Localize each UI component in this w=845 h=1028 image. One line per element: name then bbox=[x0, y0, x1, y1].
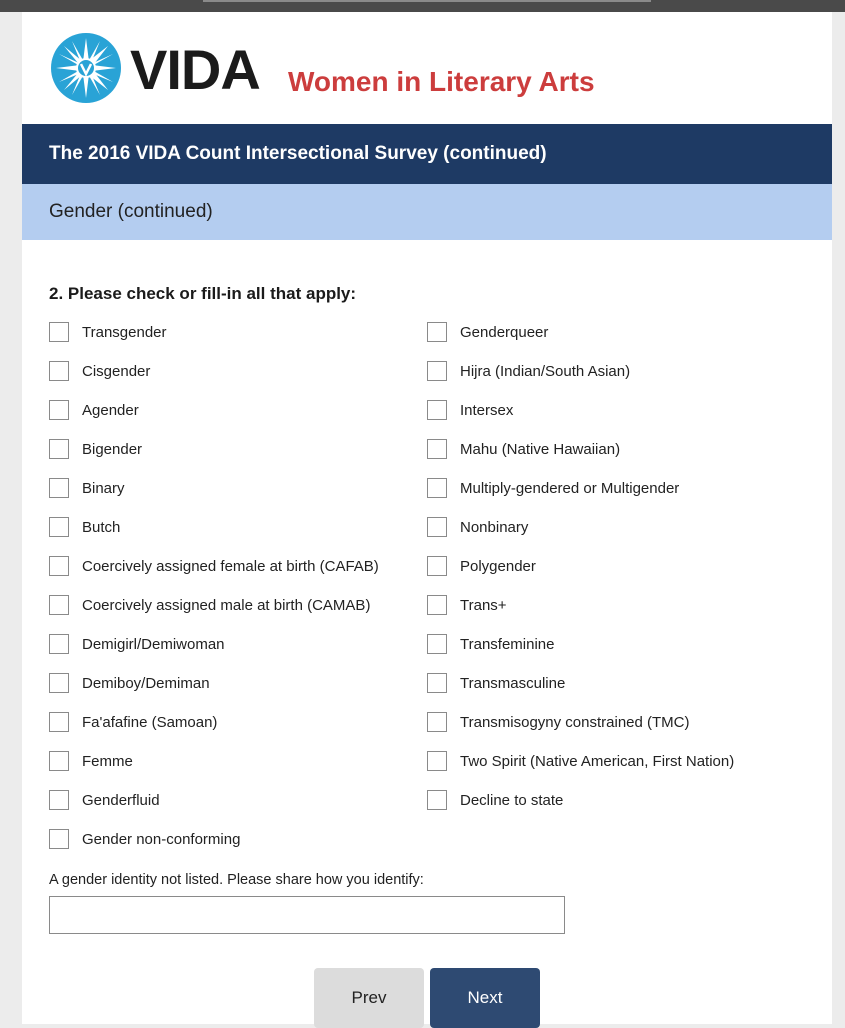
gender-option[interactable] bbox=[427, 515, 528, 539]
next-button[interactable]: Next bbox=[430, 968, 540, 1028]
checkbox[interactable] bbox=[49, 829, 69, 849]
question-text: 2. Please check or fill-in all that apply: bbox=[49, 284, 357, 303]
option-label: Decline to state bbox=[460, 791, 564, 809]
checkbox[interactable] bbox=[427, 478, 447, 498]
gender-option[interactable] bbox=[427, 593, 507, 617]
gender-option[interactable] bbox=[427, 632, 554, 656]
option-label: Femme bbox=[82, 752, 133, 770]
section-header bbox=[22, 184, 832, 240]
browser-top-bar bbox=[0, 0, 845, 12]
gender-option[interactable] bbox=[427, 788, 563, 812]
option-label: Transfeminine bbox=[460, 635, 555, 653]
option-label: Demiboy/Demiman bbox=[82, 674, 210, 692]
gender-option[interactable] bbox=[49, 749, 133, 773]
checkbox[interactable] bbox=[49, 439, 69, 459]
prev-button[interactable]: Prev bbox=[314, 968, 424, 1028]
checkbox[interactable] bbox=[427, 361, 447, 381]
option-label: Mahu (Native Hawaiian) bbox=[460, 440, 621, 458]
option-label: Cisgender bbox=[82, 362, 151, 380]
gender-option[interactable] bbox=[427, 554, 536, 578]
gender-option[interactable] bbox=[49, 554, 379, 578]
gender-option[interactable] bbox=[49, 593, 370, 617]
gender-option[interactable] bbox=[49, 632, 225, 656]
checkbox[interactable] bbox=[427, 322, 447, 342]
gender-option[interactable] bbox=[427, 476, 679, 500]
option-label: Coercively assigned male at birth (CAMAB) bbox=[82, 596, 371, 614]
option-label: Genderfluid bbox=[82, 791, 160, 809]
option-label: Butch bbox=[82, 518, 121, 536]
address-bar[interactable] bbox=[203, 0, 651, 2]
gender-option[interactable] bbox=[49, 710, 217, 734]
checkbox[interactable] bbox=[427, 595, 447, 615]
survey-title: The 2016 VIDA Count Intersectional Survey (continued) bbox=[49, 143, 547, 164]
checkbox[interactable] bbox=[49, 595, 69, 615]
section-title: Gender (continued) bbox=[49, 201, 213, 222]
checkbox[interactable] bbox=[49, 517, 69, 537]
gender-option[interactable] bbox=[49, 827, 240, 851]
option-label: Demigirl/Demiwoman bbox=[82, 635, 225, 653]
checkbox[interactable] bbox=[49, 322, 69, 342]
gender-option[interactable] bbox=[427, 359, 630, 383]
option-label: Agender bbox=[82, 401, 139, 419]
option-label: Gender non-conforming bbox=[82, 830, 241, 848]
checkbox[interactable] bbox=[49, 556, 69, 576]
checkbox[interactable] bbox=[49, 400, 69, 420]
option-label: Intersex bbox=[460, 401, 514, 419]
gender-option[interactable] bbox=[49, 515, 120, 539]
gender-option[interactable] bbox=[49, 788, 160, 812]
checkbox[interactable] bbox=[49, 790, 69, 810]
option-label: Fa'afafine (Samoan) bbox=[82, 713, 218, 731]
survey-header bbox=[22, 124, 832, 184]
brand-name: VIDA bbox=[130, 38, 260, 101]
gender-option[interactable] bbox=[49, 398, 139, 422]
option-label: Two Spirit (Native American, First Nation) bbox=[460, 752, 735, 770]
checkbox[interactable] bbox=[427, 517, 447, 537]
checkbox[interactable] bbox=[427, 751, 447, 771]
option-label: Transgender bbox=[82, 323, 167, 341]
checkbox[interactable] bbox=[427, 439, 447, 459]
other-identity-label: A gender identity not listed. Please share how you identify: bbox=[49, 872, 424, 888]
checkbox[interactable] bbox=[427, 790, 447, 810]
other-identity-input[interactable] bbox=[49, 896, 565, 934]
option-label: Hijra (Indian/South Asian) bbox=[460, 362, 631, 380]
gender-option[interactable] bbox=[427, 749, 734, 773]
gender-option[interactable] bbox=[49, 671, 210, 695]
checkbox[interactable] bbox=[49, 712, 69, 732]
gender-option[interactable] bbox=[427, 320, 548, 344]
option-label: Trans+ bbox=[460, 596, 507, 614]
checkbox[interactable] bbox=[49, 634, 69, 654]
checkbox[interactable] bbox=[427, 673, 447, 693]
gender-option[interactable] bbox=[49, 476, 125, 500]
gender-option[interactable] bbox=[427, 671, 565, 695]
checkbox[interactable] bbox=[427, 556, 447, 576]
option-label: Bigender bbox=[82, 440, 143, 458]
gender-option[interactable] bbox=[49, 320, 167, 344]
checkbox[interactable] bbox=[427, 634, 447, 654]
checkbox[interactable] bbox=[427, 712, 447, 732]
checkbox[interactable] bbox=[49, 478, 69, 498]
brand-tagline: Women in Literary Arts bbox=[288, 66, 595, 97]
option-label: Transmasculine bbox=[460, 674, 566, 692]
option-label: Transmisogyny constrained (TMC) bbox=[460, 713, 690, 731]
gender-option[interactable] bbox=[427, 398, 513, 422]
option-label: Binary bbox=[82, 479, 125, 497]
checkbox[interactable] bbox=[49, 673, 69, 693]
option-label: Polygender bbox=[460, 557, 536, 575]
checkbox[interactable] bbox=[427, 400, 447, 420]
option-label: Coercively assigned female at birth (CAFAB) bbox=[82, 557, 379, 575]
gender-option[interactable] bbox=[49, 359, 150, 383]
vida-logo bbox=[50, 32, 650, 112]
option-label: Genderqueer bbox=[460, 323, 549, 341]
starburst-icon bbox=[50, 32, 122, 104]
checkbox[interactable] bbox=[49, 751, 69, 771]
checkbox[interactable] bbox=[49, 361, 69, 381]
gender-option[interactable] bbox=[49, 437, 142, 461]
gender-option[interactable] bbox=[427, 437, 620, 461]
option-label: Multiply-gendered or Multigender bbox=[460, 479, 680, 497]
option-label: Nonbinary bbox=[460, 518, 529, 536]
gender-option[interactable] bbox=[427, 710, 690, 734]
survey-page bbox=[22, 12, 832, 1024]
